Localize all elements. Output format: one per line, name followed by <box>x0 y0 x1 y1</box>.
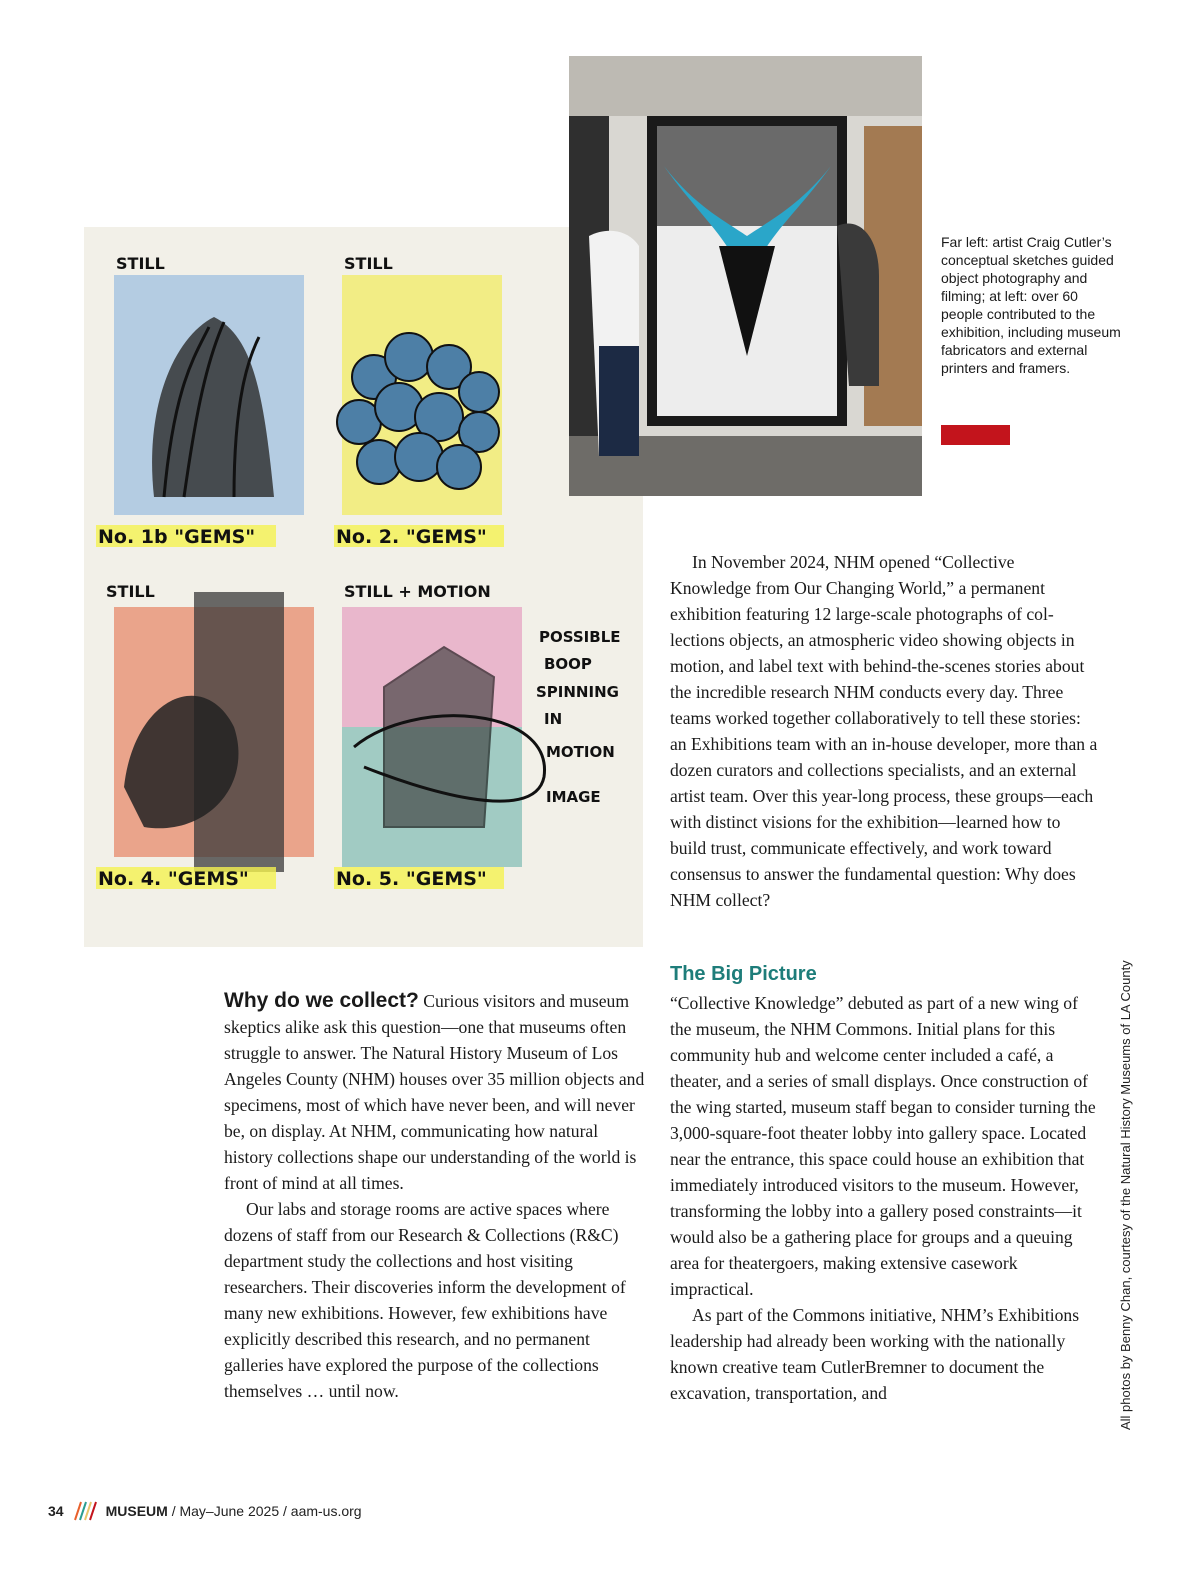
page-number: 34 <box>48 1503 64 1519</box>
caption-accent-bar <box>941 425 1010 445</box>
photo-caption: Far left: artist Craig Cutler’s conceptual sketches guided object photography and filming; at left: over 60 people contributed to the exhibition, including museum fabricators and external printers and framers. <box>941 234 1121 376</box>
sketch-note-4: IN <box>544 710 563 728</box>
sketch-label-still-1: STILL <box>116 254 165 273</box>
sketch-panel-label-4: No. 5. "GEMS" <box>336 868 487 890</box>
issue-info: / May–June 2025 / aam-us.org <box>167 1503 362 1519</box>
sketch-note-1: POSSIBLE <box>539 628 621 646</box>
sketch-note-5: MOTION <box>546 743 615 761</box>
right-column-body <box>670 990 1098 1406</box>
lead-heading: Why do we collect? <box>224 989 419 1012</box>
sketch-panel-label-2: No. 2. "GEMS" <box>336 526 487 548</box>
right-column-intro <box>670 549 1098 913</box>
labs-paragraph: Our labs and storage rooms are active spaces where dozens of staff from our Research & Collections (R&C) department study the collections and host visiting researchers. Their discoveries inform the development of many new exhibitions. However, few exhibitions have explicitly described this research, and no permanent galleries have explored the purpose of the collections themselves … until now. <box>224 1199 626 1401</box>
installation-photo <box>569 56 922 496</box>
lead-text: Curious visitors and museum skeptics alike ask this question—one that museums often struggle to answer. The Natural History Museum of Los Angeles County (NHM) houses over 35 million objects and specimens, most of which have never been, and will never be, on display. At NHM, communicating how natural history collections shape our understanding of the world is front of mind at all times. <box>224 991 645 1193</box>
sketch-label-still-2: STILL <box>344 254 393 273</box>
sketch-note-6: IMAGE <box>546 788 601 806</box>
intro-paragraph: In November 2024, NHM opened “Collective Knowledge from Our Changing World,” a permanent exhibition featuring 12 large-scale photographs of collections objects, an atmospheric video showing objects in motion, and label text with behind-the-scenes stories about the incredible research NHM conducts every day. Three teams worked together collaboratively to tell these stories: an Exhibitions team with an in-house developer, more than a dozen curators and collections specialists, and an external artist team. Over this year-long process, these groups—each with distinct visions for the exhibition—learned how to build trust, communicate effectively, and work toward consensus to answer the fundamental question: Why does NHM collect? <box>670 552 1098 910</box>
magazine-name: MUSEUM <box>105 1503 168 1519</box>
sketch-note-2: BOOP <box>544 655 592 673</box>
sketch-panel-label-3: No. 4. "GEMS" <box>98 868 249 890</box>
page-footer <box>48 1500 362 1522</box>
photo-credit: All photos by Benny Chan, courtesy of the Natural History Museums of LA County <box>1118 960 1133 1430</box>
aam-logo-icon <box>72 1500 98 1522</box>
sketch-label-still-3: STILL <box>106 582 155 601</box>
left-column-body <box>224 988 650 1404</box>
big-picture-paragraph: “Collective Knowledge” debuted as part of a new wing of the museum, the NHM Commons. Initial plans for this community hub and welcome center included a café, a theater, and a series of small displays. Once construction of the wing started, museum staff began to consider turning the 3,000-square-foot theater lobby into gallery space. Located near the entrance, this space could house an exhibition that immediately introduced visitors to the museum. However, transforming the lobby into a gallery posed constraints—it would also be a gathering place for groups and a queuing area for theatergoers, making extensive casework impractical. <box>670 993 1096 1299</box>
section-heading: The Big Picture <box>670 963 817 985</box>
commons-paragraph: As part of the Commons initiative, NHM’s Exhibitions leadership had already been working with the nationally known creative team CutlerBremner to document the excavation, transportation, and <box>670 1305 1080 1403</box>
lead-paragraph <box>224 988 650 1196</box>
sketch-panel-label-1: No. 1b "GEMS" <box>98 526 256 548</box>
sketch-image <box>84 227 643 947</box>
sketch-label-still-motion: STILL + MOTION <box>344 582 491 601</box>
sketch-note-3: SPINNING <box>536 683 619 701</box>
